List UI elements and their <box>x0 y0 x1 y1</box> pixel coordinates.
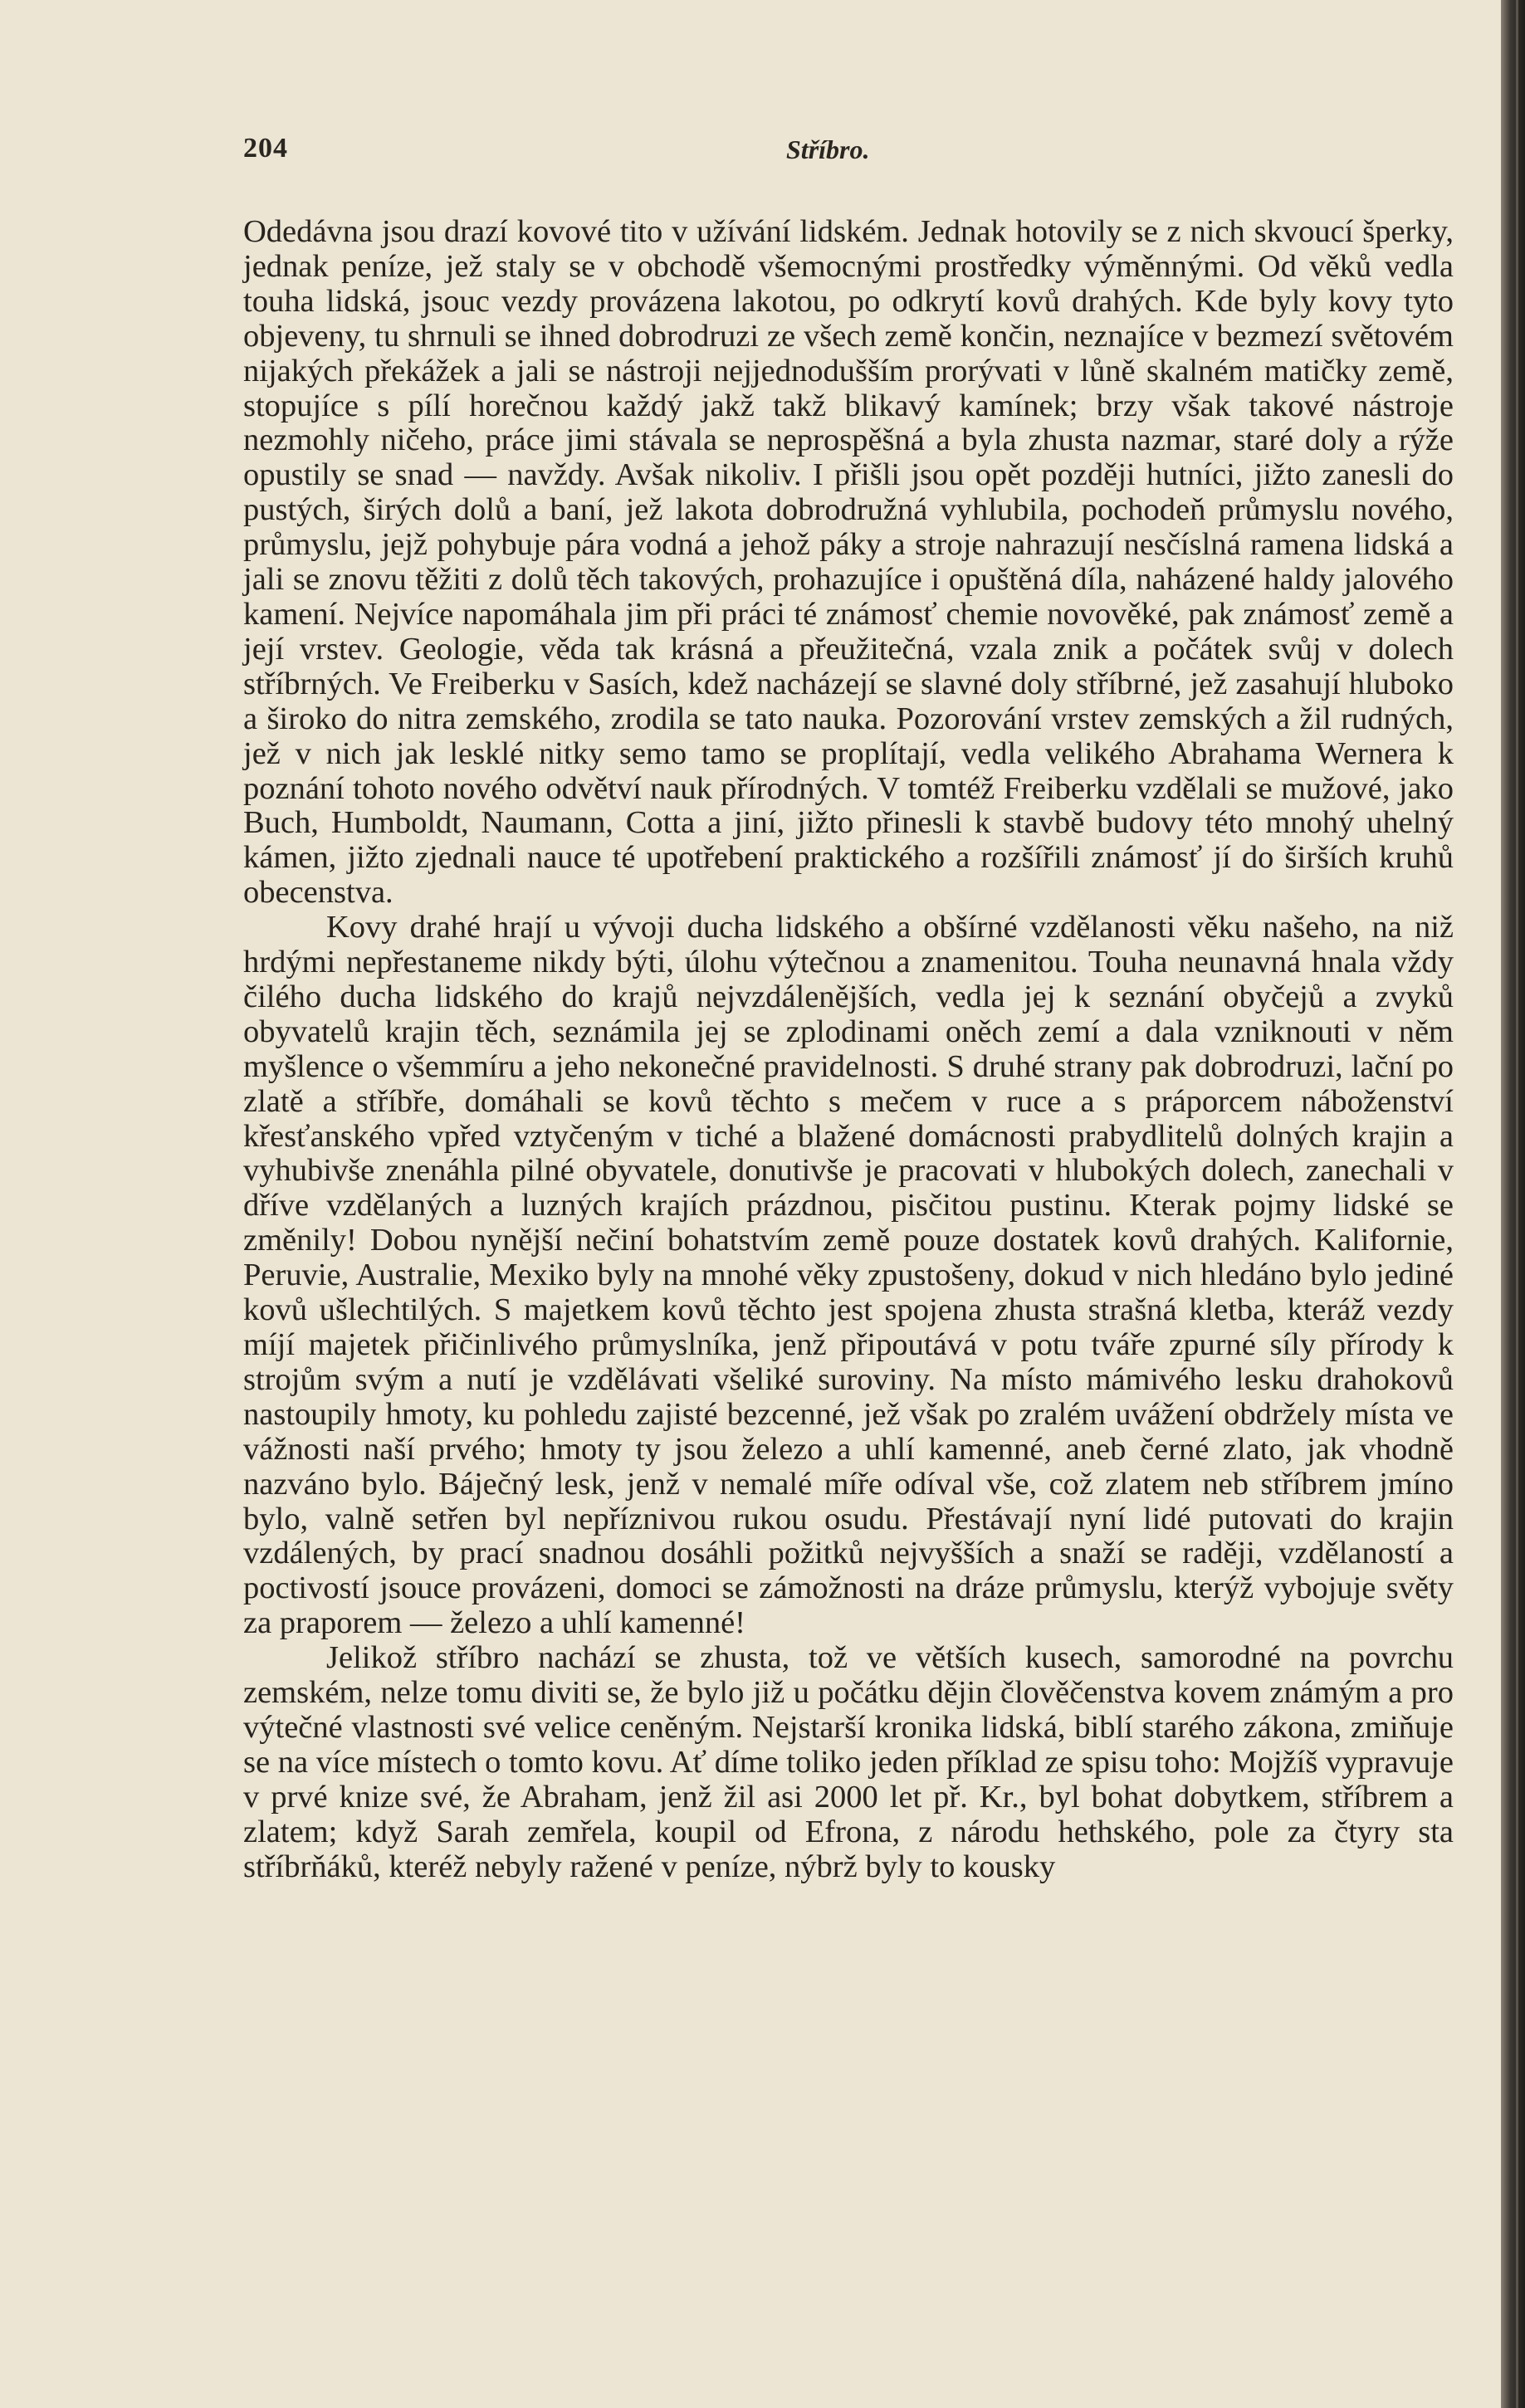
page-number: 204 <box>243 133 288 164</box>
paragraph-1: Odedávna jsou drazí kovové tito v užívání lidském. Jednak hotovily se z nich skvoucí šperky, jednak peníze, jež staly se v obchodě všemocnými prostředky výměnnými. Od věků vedla touha lidská, jsouc vezdy provázena lakotou, po odkrytí kovů drahých. Kde byly kovy tyto objeveny, tu shrnuli se ihned dobrodruzi ze všech země končin, neznajíce v bezmezí světovém nijakých překážek a jali se nástroji nejjednodušším prorývati v lůně skalném matičky země, stopujíce s pílí horečnou každý jakž takž blikavý kamínek; brzy však takové nástroje nezmohly ničeho, práce jimi stávala se neprospěšná a byla zhusta nazmar, staré doly a rýže opustily se snad — navždy. Avšak nikoliv. I přišli jsou opět později hutníci, jižto zanesli do pustých, širých dolů a baní, jež lakota dobrodružná vyhlubila, pochodeň průmyslu nového, průmyslu, jejž pohybuje pára vodná a jehož páky a stroje nahrazují nesčíslná ramena lidská a jali se znovu těžiti z dolů těch takových, prohazujíce i opuštěná díla, naházené haldy jalového kamení. Nejvíce napomáhala jim při práci té známosť chemie novověké, pak známosť země a její vrstev. Geologie, věda tak krásná a přeužitečná, vzala znik a počátek svůj v dolech stříbrných. Ve Freiberku v Sasích, kdež nacházejí se slavné doly stříbrné, jež zasahují hluboko a široko do nitra zemského, zrodila se tato nauka. Pozorování vrstev zemských a žil rudných, jež v nich jak lesklé nitky semo tamo se proplítají, vedla velikého Abrahama Wernera k poznání tohoto nového odvětví nauk přírodných. V tomtéž Freiberku vzdělali se mužové, jako Buch, Humboldt, Naumann, Cotta a jiní, jižto přinesli k stavbě budovy této mnohý uhelný kámen, jižto zjednali nauce té upotřebení praktického a rozšířili známosť jí do širších kruhů obecenstva. <box>243 214 1454 911</box>
paragraph-3: Jelikož stříbro nachází se zhusta, tož ve větších kusech, samorodné na povrchu zemském, nelze tomu diviti se, že bylo již u počátku dějin člověčenstva kovem známým a pro výtečné vlastnosti své velice ceněným. Nejstarší kronika lidská, biblí starého zákona, zmiňuje se na více místech o tomto kovu. Ať díme toliko jeden příklad ze spisu toho: Mojžíš vypravuje v prvé knize své, že Abraham, jenž žil asi 2000 let př. Kr., byl bohat dobytkem, stříbrem a zlatem; když Sarah zemřela, koupil od Efrona, z národu hethského, pole za čtyry sta stříbrňáků, kteréž nebyly ražené v peníze, nýbrž byly to kousky <box>243 1640 1454 1884</box>
body-text <box>243 215 1454 1885</box>
paragraph-2: Kovy drahé hrají u vývoji ducha lidského a obšírné vzdělanosti věku našeho, na niž hrdými nepřestaneme nikdy býti, úlohu výtečnou a znamenitou. Touha neunavná hnala vždy čilého ducha lidského do krajů nejvzdálenějších, vedla jej k seznání obyčejů a zvyků obyvatelů krajin těch, seznámila jej se zplodinami oněch zemí a dala vzniknouti v něm myšlence o všemmíru a jeho nekonečné pravidelnosti. S druhé strany pak dobrodruzi, lační po zlatě a stříbře, domáhali se kovů těchto s mečem v ruce a s práporcem náboženství křesťanského vpřed vztyčeným v tiché a blažené domácnosti prabydlitelů dolných krajin a vyhubivše znenáhla pilné obyvatele, donutivše je pracovati v hlubokých dolech, zanechali v dříve vzdělaných a luzných krajích prázdnou, pisčitou pustinu. Kterak pojmy lidské se změnily! Dobou nynější nečiní bohatstvím země pouze dostatek kovů drahých. Kalifornie, Peruvie, Australie, Mexiko byly na mnohé věky zpustošeny, dokud v nich hledáno bylo jediné kovů ušlechtilých. S majetkem kovů těchto jest spojena zhusta strašná kletba, kteráž vezdy míjí majetek přičinlivého průmyslníka, jenž připoutává v potu tváře zpurné síly přírody k strojům svým a nutí je vzdělávati všeliké suroviny. Na místo mámivého lesku drahokovů nastoupily hmoty, ku pohledu zajisté bezcenné, jež však po zralém uvážení obdržely místa ve vážnosti naší prvého; hmoty ty jsou železo a uhlí kamenné, aneb černé zlato, jak vhodně nazváno bylo. Báječný lesk, jenž v nemalé míře odíval vše, což zlatem neb stříbrem jmíno bylo, valně setřen byl nepříznivou rukou osudu. Přestávají nyní lidé putovati do krajin vzdálených, by prací snadnou dosáhli požitků nejvyšších a snaží se raději, vzdělaností a poctivostí jsouce provázeni, domoci se zámožnosti na dráze průmyslu, kterýž vybojuje světy za praporem — železo a uhlí kamenné! <box>243 910 1454 1641</box>
page-header <box>243 133 1454 183</box>
book-binding-edge <box>1501 0 1525 2408</box>
binding-highlight <box>1516 0 1518 2408</box>
running-title: Stříbro. <box>786 134 870 164</box>
